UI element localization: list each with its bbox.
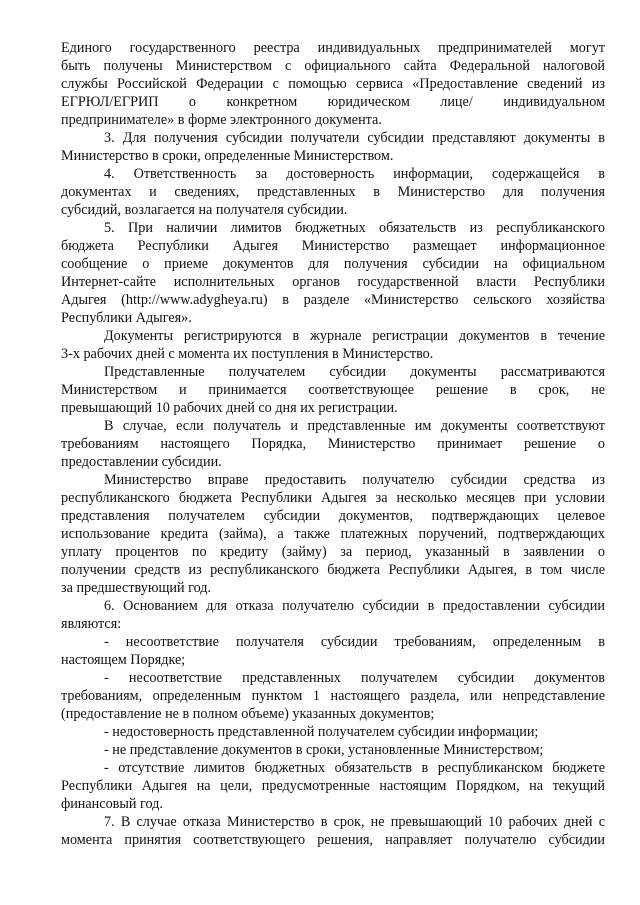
text-line: сообщение о приеме документов для получения субсидии на официальном xyxy=(61,256,605,272)
text-line: финансовый год. xyxy=(61,796,163,812)
text-line: Интернет-сайте исполнительных органов государственной власти Республики xyxy=(61,274,605,290)
text-line: Министерство в сроки, определенные Министерством. xyxy=(61,148,394,164)
text-line: субсидий, возлагается на получателя субсидии. xyxy=(61,202,348,218)
text-line: Республики Адыгея на цели, предусмотренные настоящим Порядком, на текущий xyxy=(61,778,605,794)
text-line: (предоставление не в полном объеме) указанных документов; xyxy=(61,706,435,722)
text-line: службы Российской Федерации с помощью сервиса «Предоставление сведений из xyxy=(61,76,605,92)
text-line: Республики Адыгея». xyxy=(61,310,192,326)
paragraph-4-first-line: 4. Ответственность за достоверность информации, содержащейся в xyxy=(104,166,605,182)
paragraph-first-line: Документы регистрируются в журнале регистрации документов в течение xyxy=(104,328,605,344)
text-line: документах и сведениях, представленных в Министерство для получения xyxy=(61,184,605,200)
text-line: Адыгея (http://www.adygheya.ru) в разделе «Министерство сельского хозяйства xyxy=(61,292,605,308)
text-line: представления получателем субсидии документов, подтверждающих целевое xyxy=(61,508,605,524)
text-line: требованиям, определенным пунктом 1 настоящего раздела, или непредставление xyxy=(61,688,605,704)
text-line: настоящем Порядке; xyxy=(61,652,186,668)
paragraph-first-line: Министерство вправе предоставить получателю субсидии средства из xyxy=(104,472,605,488)
list-item: - недостоверность представленной получателем субсидии информации; xyxy=(104,724,539,740)
text-line: за предшествующий год. xyxy=(61,580,212,596)
text-line: республиканского бюджета Республики Адыгея за несколько месяцев при условии xyxy=(61,490,605,506)
text-line: бюджета Республики Адыгея Министерство размещает информационное xyxy=(61,238,605,254)
text-line: получении средств из республиканского бюджета Республики Адыгея, в том числе xyxy=(61,562,605,578)
text-line: превышающий 10 рабочих дней со дня их регистрации. xyxy=(61,400,398,416)
text-line: являются: xyxy=(61,616,122,632)
list-item-first-line: - отсутствие лимитов бюджетных обязательств в республиканском бюджете xyxy=(104,760,605,776)
paragraph-5-first-line: 5. При наличии лимитов бюджетных обязательств из республиканского xyxy=(104,220,605,236)
list-item-first-line: - несоответствие представленных получателем субсидии документов xyxy=(104,670,605,686)
text-line: Единого государственного реестра индивидуальных предпринимателей могут xyxy=(61,40,605,56)
text-line: предпринимателе» в форме электронного документа. xyxy=(61,112,382,128)
paragraph-7-first-line: 7. В случае отказа Министерство в срок, не превышающий 10 рабочих дней с xyxy=(104,814,605,830)
text-line: предоставлении субсидии. xyxy=(61,454,222,470)
text-line: быть получены Министерством с официального сайта Федеральной налоговой xyxy=(61,58,605,74)
text-line: использование кредита (займа), а также платежных поручений, подтверждающих xyxy=(61,526,605,542)
text-line: требованиям настоящего Порядка, Министерство принимает решение о xyxy=(61,436,605,452)
text-line: ЕГРЮЛ/ЕГРИП о конкретном юридическом лице/ индивидуальном xyxy=(61,94,605,110)
paragraph-3-first-line: 3. Для получения субсидии получатели субсидии представляют документы в xyxy=(104,130,605,146)
text-line: уплату процентов по кредиту (займу) за период, указанный в заявлении о xyxy=(61,544,605,560)
text-line: 3-х рабочих дней с момента их поступления в Министерство. xyxy=(61,346,434,362)
paragraph-first-line: Представленные получателем субсидии документы рассматриваются xyxy=(104,364,605,380)
paragraph-first-line: В случае, если получатель и представленные им документы соответствуют xyxy=(104,418,605,434)
text-line: момента принятия соответствующего решения, направляет получателю субсидии xyxy=(61,832,605,848)
text-line: Министерством и принимается соответствующее решение в срок, не xyxy=(61,382,605,398)
list-item: - не представление документов в сроки, установленные Министерством; xyxy=(104,742,544,758)
paragraph-6-first-line: 6. Основанием для отказа получателю субсидии в предоставлении субсидии xyxy=(104,598,605,614)
list-item-first-line: - несоответствие получателя субсидии требованиям, определенным в xyxy=(104,634,605,650)
